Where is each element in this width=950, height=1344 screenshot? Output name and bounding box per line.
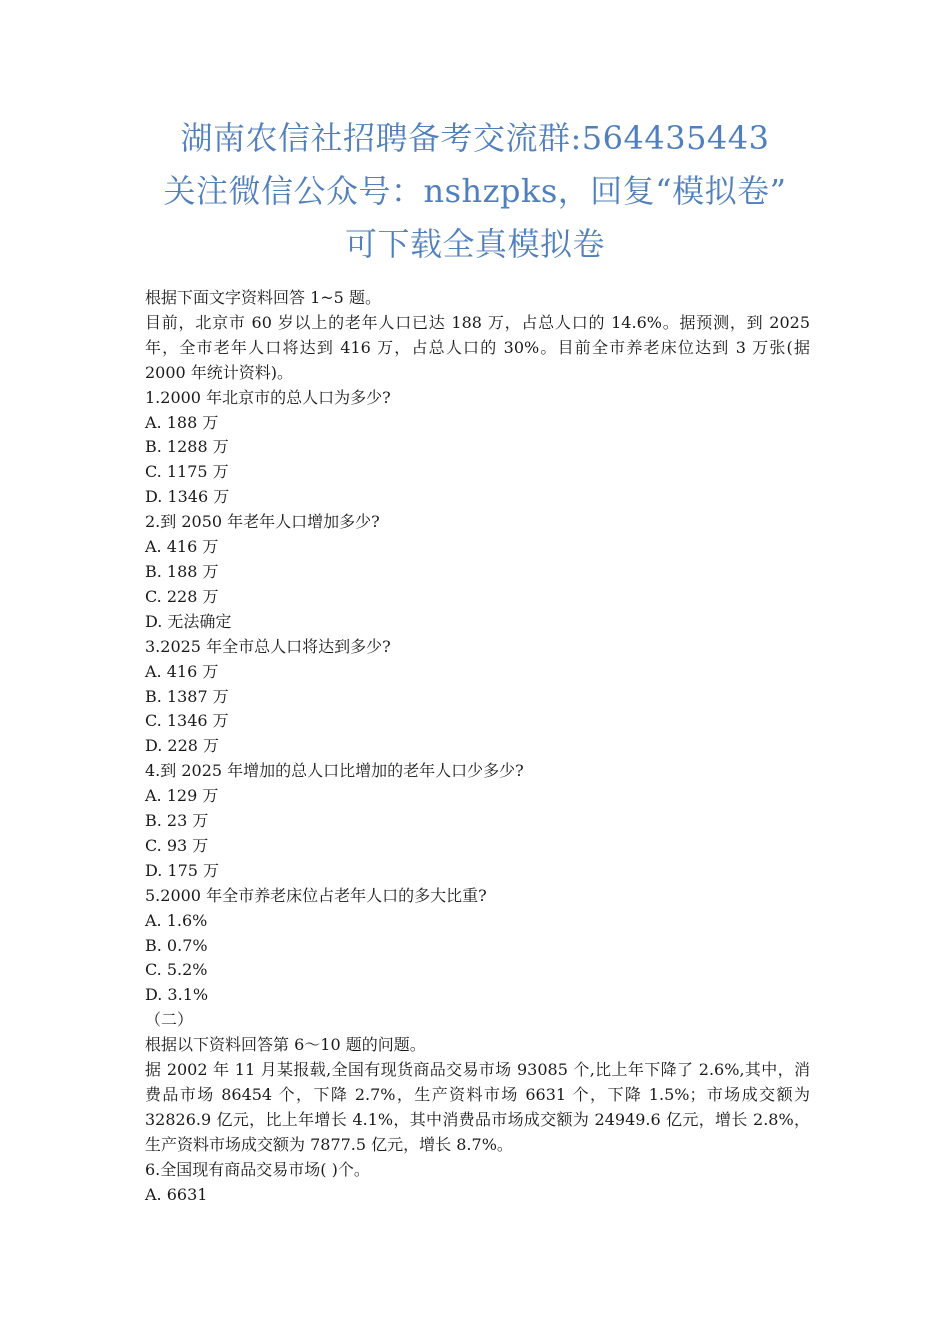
question-3-option-a: A. 416 万	[145, 661, 219, 681]
question-6-stem: 6.全国现有商品交易市场( )个。	[145, 1159, 370, 1179]
section1-intro: 根据下面文字资料回答 1~5 题。	[145, 288, 381, 307]
question-5-option-b: B. 0.7%	[145, 935, 208, 955]
promo-line-qq-group: 湖南农信社招聘备考交流群:564435443	[180, 119, 770, 157]
question-2-stem: 2.到 2050 年老年人口增加多少?	[145, 512, 380, 532]
question-3-option-b: B. 1387 万	[145, 686, 229, 706]
question-6-option-a: A. 6631	[145, 1184, 208, 1204]
question-1-option-d: D. 1346 万	[145, 487, 230, 507]
question-4-stem: 4.到 2025 年增加的总人口比增加的老年人口少多少?	[145, 761, 524, 781]
question-3-stem: 3.2025 年全市总人口将达到多少?	[145, 636, 391, 656]
promo-line-download: 可下载全真模拟卷	[344, 225, 605, 263]
question-5-option-a: A. 1.6%	[145, 910, 208, 930]
question-1-option-b: B. 1288 万	[145, 437, 229, 457]
question-1-option-c: C. 1175 万	[145, 462, 229, 482]
question-3-option-d: D. 228 万	[145, 736, 220, 756]
question-5-option-d: D. 3.1%	[145, 985, 209, 1005]
question-5-option-c: C. 5.2%	[145, 960, 208, 980]
question-2-option-d: D. 无法确定	[145, 611, 232, 631]
promo-header	[0, 112, 950, 271]
document-body	[145, 286, 810, 1208]
question-2-option-b: B. 188 万	[145, 561, 219, 581]
question-4-option-b: B. 23 万	[145, 811, 209, 831]
question-1-stem: 1.2000 年北京市的总人口为多少?	[145, 387, 391, 407]
question-4-option-a: A. 129 万	[145, 786, 219, 806]
section2-heading: （二）	[145, 1010, 194, 1030]
question-5-stem: 5.2000 年全市养老床位占老年人口的多大比重?	[145, 885, 487, 905]
section2-passage: 据 2002 年 11 月某报载,全国有现货商品交易市场 93085 个,比上年下降了 2.6%,其中，消费品市场 86454 个，下降 2.7%，生产资料市场 6631 个，下降 1.5%；市场成交额为 32826.9 亿元，比上年增长 4.1%，其中消费品市场成交额为 24949.6 亿元，增长 2.8%，生产资料市场成交额为 7877.5 亿元，增长 8.7%。	[145, 1060, 810, 1154]
question-3-option-c: C. 1346 万	[145, 711, 229, 731]
question-2-option-a: A. 416 万	[145, 537, 219, 557]
promo-line-wechat: 关注微信公众号：nshzpks，回复“模拟卷”	[163, 172, 787, 210]
question-1-option-a: A. 188 万	[145, 412, 219, 432]
section2-intro: 根据以下资料回答第 6～10 题的问题。	[145, 1035, 426, 1055]
section1-passage: 目前，北京市 60 岁以上的老年人口已达 188 万，占总人口的 14.6%。据预测，到 2025 年，全市老年人口将达到 416 万，占总人口的 30%。目前全市养老床位达到 3 万张(据 2000 年统计资料)。	[145, 312, 810, 382]
question-4-option-c: C. 93 万	[145, 835, 209, 855]
question-2-option-c: C. 228 万	[145, 586, 219, 606]
question-4-option-d: D. 175 万	[145, 860, 220, 880]
